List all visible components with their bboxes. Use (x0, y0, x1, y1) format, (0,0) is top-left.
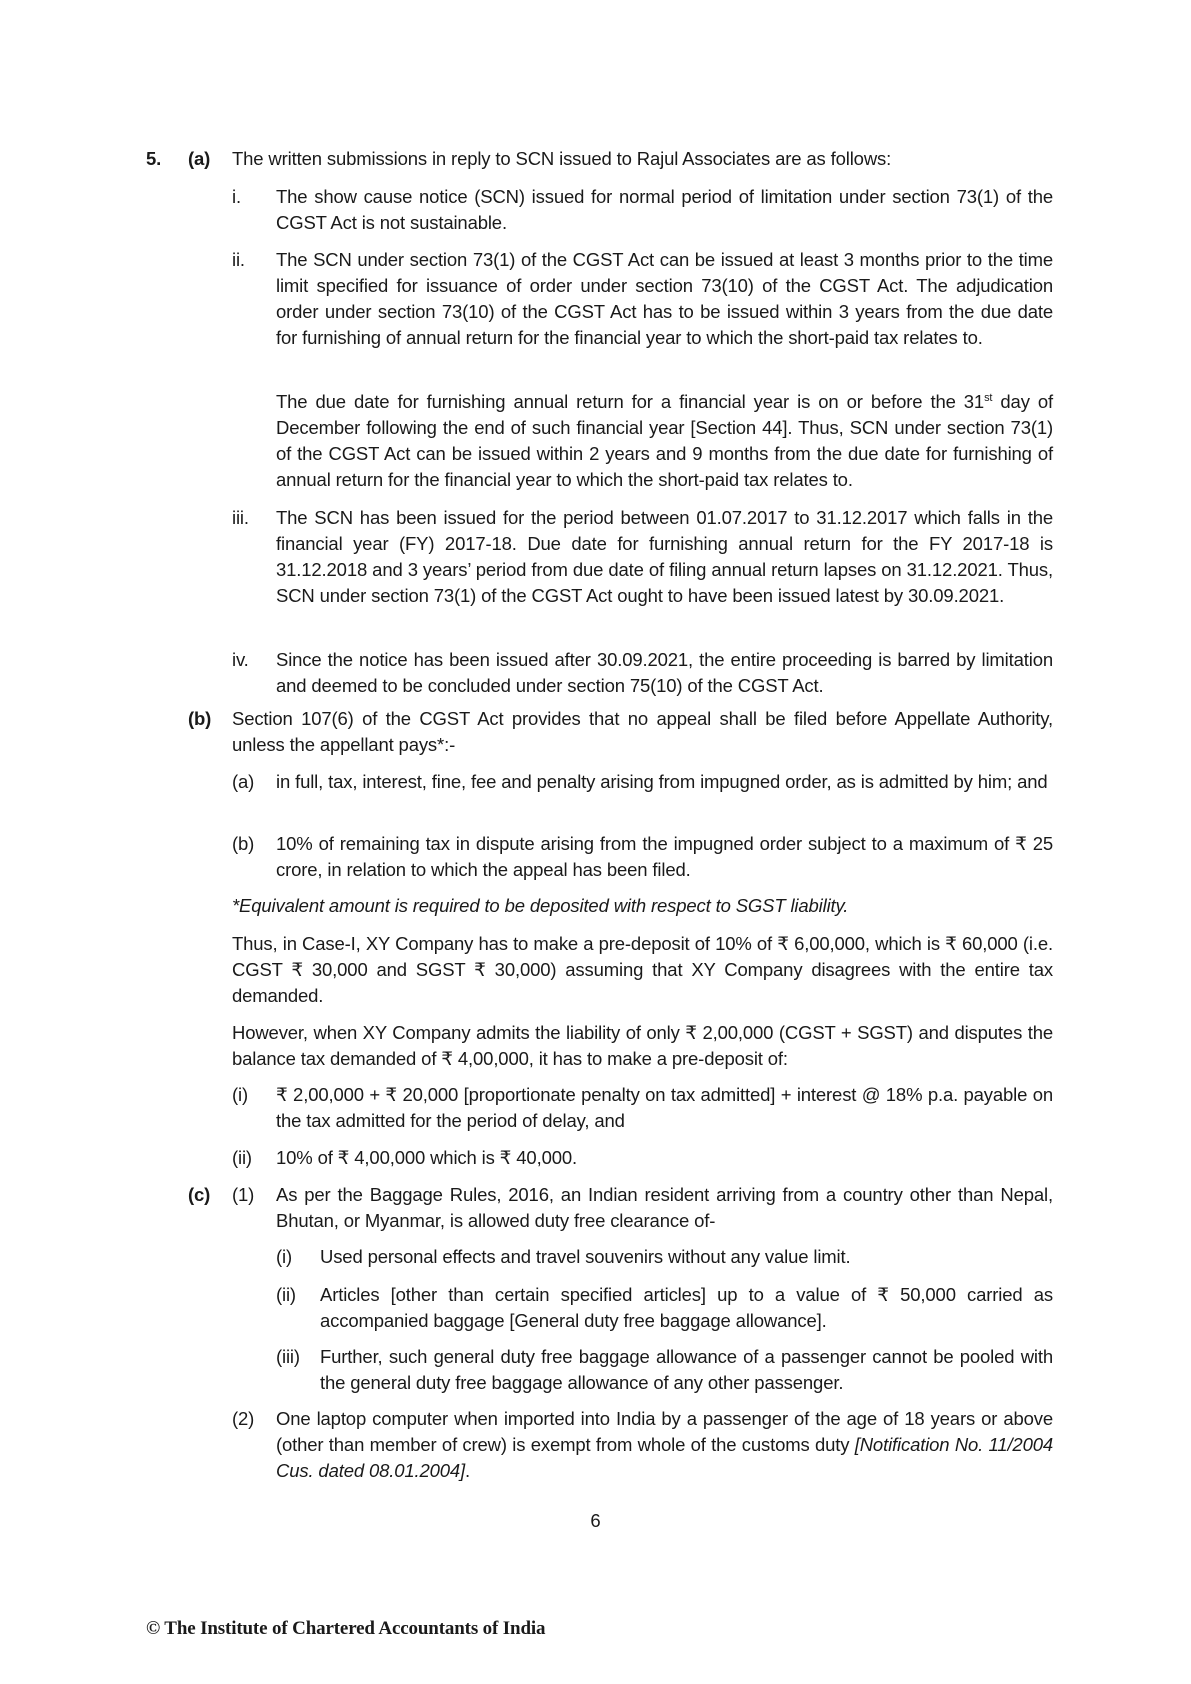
page-number: 6 (590, 1510, 601, 1531)
part-a-item-marker: ii. (232, 249, 245, 270)
part-b-item-marker: (a) (232, 771, 255, 792)
part-b-intro: Section 107(6) of the CGST Act provides that no appeal shall be filed before Appellate Authority, unless the appellant pays*:- (232, 708, 1053, 755)
copyright-footer: © The Institute of Chartered Accountants of India (146, 1618, 546, 1639)
sentence-end: . (465, 1460, 471, 1481)
part-b-label: (b) (188, 708, 212, 729)
part-c-item-marker: (1) (232, 1184, 255, 1205)
part-b-item-text: 10% of remaining tax in dispute arising from the impugned order subject to a maximum of ₹ 25 crore, in relation to which the appeal has been filed. (276, 833, 1053, 880)
part-c-subitem-text: Articles [other than certain specified articles] up to a value of ₹ 50,000 carried as accompanied baggage [General duty free baggage allowance]. (320, 1284, 1053, 1331)
part-c-subitem-marker: (i) (276, 1246, 292, 1267)
part-a-item-marker: iii. (232, 507, 249, 528)
para-text-after: day of December following the end of such financial year [Section 44]. Thus, SCN under section 73(1) of the CGST Act can be issued within 2 years and 9 months from the due date for furnishing of annual return for the financial year to which the short-paid tax relates to. (276, 391, 1053, 490)
part-b-list-text: ₹ 2,00,000 + ₹ 20,000 [proportionate penalty on tax admitted] + interest @ 18% p.a. payable on the tax admitted for the period of delay, and (276, 1084, 1053, 1131)
part-c-subitem-text: Further, such general duty free baggage allowance of a passenger cannot be pooled with the general duty free baggage allowance of any other passenger. (320, 1346, 1053, 1393)
part-c-subitem-text: Used personal effects and travel souvenirs without any value limit. (320, 1246, 851, 1267)
part-b-note: *Equivalent amount is required to be deposited with respect to SGST liability. (232, 895, 849, 916)
part-b-item-marker: (b) (232, 833, 255, 854)
part-a-item-text: The show cause notice (SCN) issued for normal period of limitation under section 73(1) of the CGST Act is not sustainable. (276, 186, 1053, 233)
laptop-exemption-text: One laptop computer when imported into India by a passenger of the age of 18 years or above (other than member of crew) is exempt from whole of the customs duty (276, 1408, 1053, 1455)
notification-citation: [Notification No. 11/2004 Cus. dated 08.01.2004] (276, 1434, 1053, 1481)
part-a-item-text: Since the notice has been issued after 30.09.2021, the entire proceeding is barred by limitation and deemed to be concluded under section 75(10) of the CGST Act. (276, 649, 1053, 696)
part-c-item-marker: (2) (232, 1408, 255, 1429)
part-c-subitem-marker: (iii) (276, 1346, 300, 1367)
question-number: 5. (146, 148, 162, 169)
part-c-item-text (276, 1406, 1053, 1484)
part-a-item-marker: i. (232, 186, 241, 207)
part-b-list-marker: (ii) (232, 1147, 252, 1168)
part-a-item-text: The SCN has been issued for the period between 01.07.2017 to 31.12.2017 which falls in the financial year (FY) 2017-18. Due date for furnishing annual return for the FY 2017-18 is 31.12.2018 and 3 years’ period from due date of filing annual return lapses on 31.12.2021. Thus, SCN under section 73(1) of the CGST Act ought to have been issued latest by 30.09.2021. (276, 507, 1053, 606)
part-b-list-text: 10% of ₹ 4,00,000 which is ₹ 40,000. (276, 1147, 577, 1168)
part-a-label: (a) (188, 148, 211, 169)
part-a-item-marker: iv. (232, 649, 249, 670)
part-c-item-text: As per the Baggage Rules, 2016, an Indian resident arriving from a country other than Nepal, Bhutan, or Myanmar, is allowed duty free clearance of- (276, 1184, 1053, 1231)
part-b-paragraph: However, when XY Company admits the liability of only ₹ 2,00,000 (CGST + SGST) and disputes the balance tax demanded of ₹ 4,00,000, it has to make a pre-deposit of: (232, 1022, 1053, 1069)
part-a-intro: The written submissions in reply to SCN issued to Rajul Associates are as follows: (232, 148, 892, 169)
part-a-continuation-paragraph (276, 389, 1053, 493)
part-b-paragraph: Thus, in Case-I, XY Company has to make a pre-deposit of 10% of ₹ 6,00,000, which is ₹ 60,000 (i.e. CGST ₹ 30,000 and SGST ₹ 30,000) assuming that XY Company disagrees with the entire tax demanded. (232, 933, 1053, 1006)
part-a-item-text: The SCN under section 73(1) of the CGST Act can be issued at least 3 months prior to the time limit specified for issuance of order under section 73(10) of the CGST Act. The adjudication order under section 73(10) of the CGST Act has to be issued within 3 years from the due date for furnishing of annual return for the financial year to which the short-paid tax relates to. (276, 249, 1053, 348)
para-text-before: The due date for furnishing annual return for a financial year is on or before the 31 (276, 391, 985, 412)
part-b-list-marker: (i) (232, 1084, 248, 1105)
part-b-item-text: in full, tax, interest, fine, fee and penalty arising from impugned order, as is admitted by him; and (276, 771, 1048, 792)
part-c-label: (c) (188, 1184, 211, 1205)
part-c-subitem-marker: (ii) (276, 1284, 296, 1305)
ordinal-superscript: st (984, 392, 993, 404)
